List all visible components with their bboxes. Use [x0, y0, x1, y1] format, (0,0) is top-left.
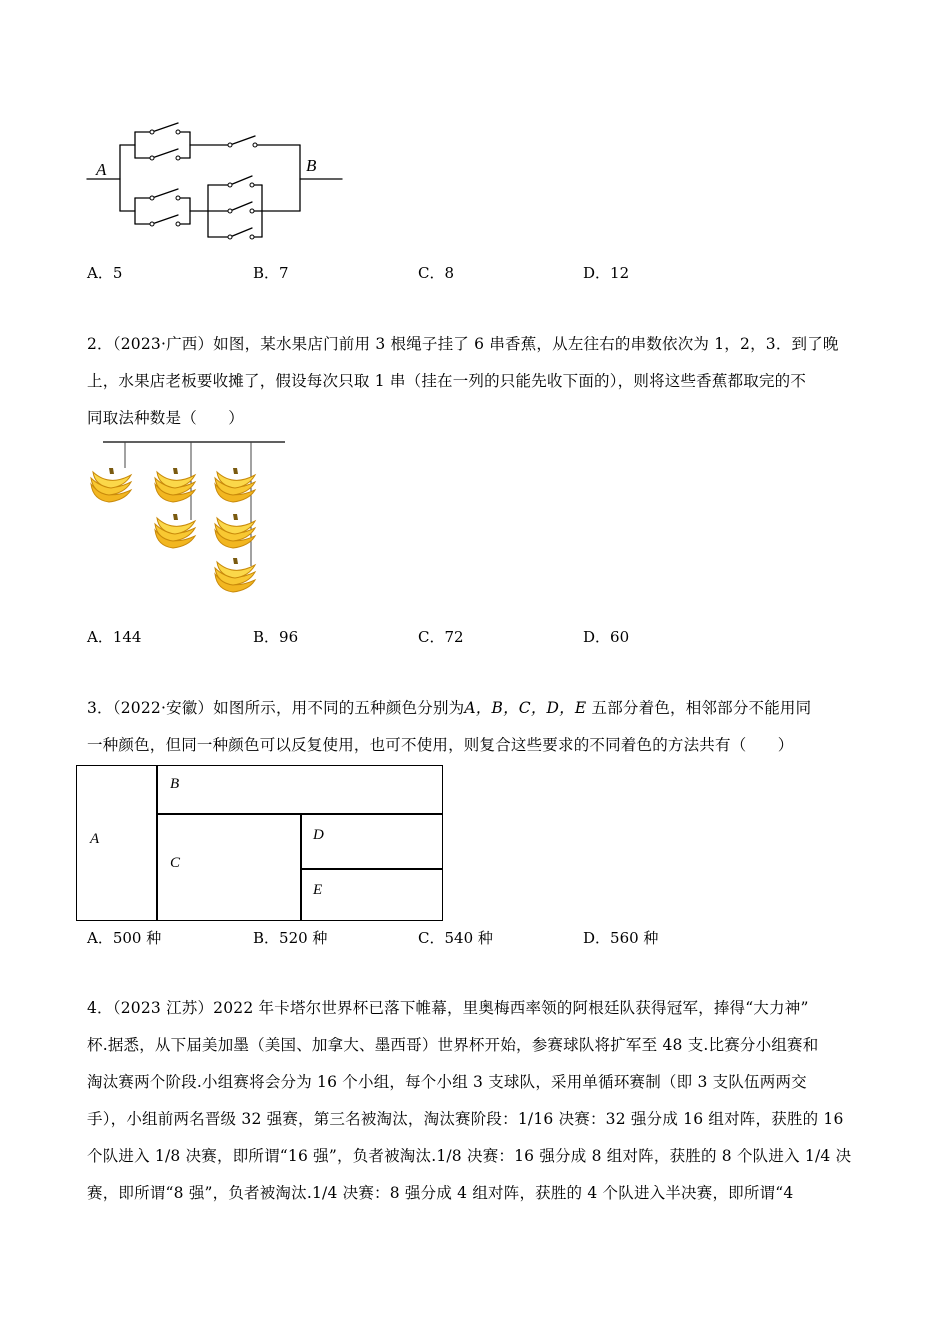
q3-line1-suffix: 五部分着色，相邻部分不能用同: [586, 699, 812, 717]
color-region-diagram: [76, 765, 443, 921]
q2-option-c[interactable]: C．72: [418, 628, 464, 646]
q1-option-c[interactable]: C．8: [418, 264, 455, 282]
region-e-label: E: [313, 882, 323, 898]
circuit-diagram: [80, 118, 360, 248]
q4-text-line-3: 淘汰赛两个阶段.小组赛将会分为 16 个小组，每个小组 3 支球队，采用单循环赛制（即 3 支队伍两两交: [87, 1073, 807, 1091]
q2-text-line-2: 上，水果店老板要收摊了，假设每次只取 1 串（挂在一列的只能先收下面的），则将这些香蕉都取完的不: [87, 372, 807, 390]
region-a-label: A: [90, 831, 100, 847]
region-c-label: C: [170, 855, 181, 871]
q3-text-line-1: [87, 696, 811, 718]
q3-option-a[interactable]: A．500 种: [87, 929, 162, 947]
q1-option-b[interactable]: B．7: [253, 264, 289, 282]
region-b-label: B: [170, 776, 180, 792]
q3-text-line-2: 一种颜色，但同一种颜色可以反复使用，也可不使用，则复合这些要求的不同着色的方法共有（ ）: [87, 736, 794, 754]
q2-text-line-1: 2．（2023·广西）如图，某水果店门前用 3 根绳子挂了 6 串香蕉，从左往右的串数依次为 1，2，3．到了晚: [87, 335, 839, 353]
q3-line1-prefix: 3．（2022·安徽）如图所示，用不同的五种颜色分别为: [87, 699, 465, 717]
q2-text-line-3: 同取法种数是（ ）: [87, 409, 245, 427]
q4-text-line-2: 杯.据悉，从下届美加墨（美国、加拿大、墨西哥）世界杯开始，参赛球队将扩军至 48 支.比赛分小组赛和: [87, 1036, 819, 1054]
q3-option-b[interactable]: B．520 种: [253, 929, 328, 947]
q2-option-b[interactable]: B．96: [253, 628, 299, 646]
q4-text-line-6: 赛，即所谓“8 强”，负者被淘汰.1/4 决赛：8 强分成 4 组对阵，获胜的 4 个队进入半决赛，即所谓“4: [87, 1184, 794, 1202]
circuit-label-b: B: [306, 156, 317, 175]
banana-diagram: [85, 436, 295, 602]
q1-option-a[interactable]: A．5: [87, 264, 123, 282]
q3-option-d[interactable]: D．560 种: [583, 929, 659, 947]
q4-text-line-5: 个队进入 1/8 决赛，即所谓“16 强”，负者被淘汰.1/8 决赛：16 强分成 8 组对阵，获胜的 8 个队进入 1/4 决: [87, 1147, 852, 1165]
q4-text-line-1: 4．（2023 江苏）2022 年卡塔尔世界杯已落下帷幕，里奥梅西率领的阿根廷队获得冠军，捧得“大力神”: [87, 999, 809, 1017]
circuit-label-a: A: [96, 160, 107, 179]
q3-line1-vars: A，B，C，D，E: [464, 699, 587, 717]
region-d-label: D: [313, 827, 324, 843]
q1-option-d[interactable]: D．12: [583, 264, 630, 282]
q2-option-a[interactable]: A．144: [87, 628, 142, 646]
q3-option-c[interactable]: C．540 种: [418, 929, 493, 947]
q2-option-d[interactable]: D．60: [583, 628, 630, 646]
q4-text-line-4: 手），小组前两名晋级 32 强赛，第三名被淘汰，淘汰赛阶段：1/16 决赛：32 强分成 16 组对阵，获胜的 16: [87, 1110, 844, 1128]
